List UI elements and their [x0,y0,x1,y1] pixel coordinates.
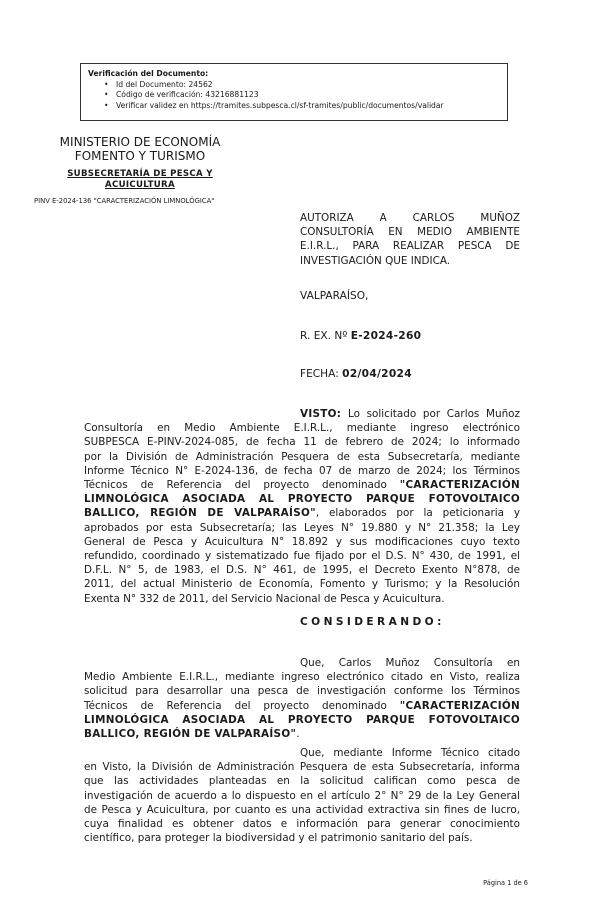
subsecretaria-line-1: SUBSECRETARÍA DE PESCA Y [67,169,213,179]
considerando-paragraph-1 [84,656,520,741]
text-segment: Que, mediante Informe Técnico citado [300,747,520,759]
summary-line: AUTORIZA A CARLOS MUÑOZ [300,212,520,224]
text-line [84,535,520,549]
bold-text: BALLICO, REGIÓN DE VALPARAÍSO" [84,728,297,741]
considerando-heading: CONSIDERANDO: [300,616,445,628]
verification-id: • Id del Documento: 24562 [104,80,507,91]
date-value: 02/04/2024 [342,368,412,380]
bold-text: VISTO: [300,408,342,420]
text-segment: Medio Ambiente E.I.R.L., mediante ingreso electrónico citado en Visto, realiza [84,671,520,684]
text-segment: 2011, del actual Ministerio de Economía, Fomento y Turismo; y la Resolución [84,578,520,591]
text-line [84,670,520,684]
summary-line: E.I.R.L., PARA REALIZAR PESCA DE [300,240,520,253]
text-line [84,407,520,421]
text-segment: , elaborados por la peticionaria y [315,507,520,520]
text-line [84,656,520,670]
text-segment: refundido, coordinado y sistematizado fue fijado por el D.S. N° 430, de 1991, el [84,550,520,563]
text-segment: aprobados por esta Subsecretaría; las Leyes N° 19.880 y N° 21.358; la Ley [84,521,520,534]
bold-text: LIMNOLÓGICA ASOCIADA AL PROYECTO PARQUE FOTOVOLTAICO [84,493,520,506]
text-segment: por la División de Administración Pesquera de esta Subsecretaría, mediante [84,450,520,463]
subsecretaria-line-2: ACUICULTURA [105,180,175,190]
text-segment: que las actividades planteadas en la solicitud califican como pesca de [84,775,520,788]
verification-link[interactable]: • Verificar validez en https://tramites.subpesca.cl/sf-tramites/public/documentos/validar [104,101,507,112]
resolution-number [300,330,421,342]
verification-list [88,80,507,112]
text-line [84,435,520,449]
text-line [84,450,520,464]
page-number: Página 1 de 6 [483,879,528,887]
text-line [84,492,520,506]
text-line [84,789,520,803]
text-line [84,727,520,741]
text-segment: General de Pesca y Acuicultura N° 18.892 y sus modificaciones cuyo texto [84,535,520,548]
rex-label: R. EX. Nº [300,330,351,342]
text-line [84,774,520,788]
text-line [84,760,520,774]
ministry-name [40,135,240,163]
text-line [84,831,520,845]
summary-line: INVESTIGACIÓN QUE INDICA. [300,254,451,267]
text-segment: investigación de acuerdo a lo dispuesto en el artículo 2° N° 29 de la Ley General [84,789,520,802]
resolution-summary [300,211,520,268]
text-segment: cuya finalidad es obtener datos e información para generar conocimiento [84,818,520,831]
verification-code: • Código de verificación: 43216881123 [104,90,507,101]
text-segment: de Pesca y Acuicultura, por cuanto es una actividad extractiva sin fines de lucro, [84,803,520,816]
text-segment: SUBPESCA E-PINV-2024-085, de fecha 11 de febrero de 2024; lo informado [84,436,520,449]
text-segment: D.F.L. N° 5, de 1983, el D.S. N° 461, de 1995, el Decreto Exento N°878, de [84,564,520,577]
date-label: FECHA: [300,368,343,380]
considerando-paragraph-2 [84,746,520,845]
text-segment: . [296,728,300,741]
text-line [84,699,520,713]
city: VALPARAÍSO, [300,290,369,302]
text-segment: solicitud para desarrollar una pesca de investigación conforme los Términos [84,685,520,698]
bold-text: BALLICO, REGIÓN DE VALPARAÍSO" [84,507,316,520]
text-line [84,746,520,760]
ministry-line-2: FOMENTO Y TURISMO [74,149,206,163]
text-line [84,817,520,831]
text-segment: Lo solicitado por Carlos Muñoz [341,408,520,420]
verification-title: Verificación del Documento: [88,69,209,78]
text-line [84,478,520,492]
text-line [84,563,520,577]
text-segment: Informe Técnico N° E-2024-136, de fecha 07 de marzo de 2024; los Términos [84,464,520,477]
bold-text: "CARACTERIZACIÓN [399,699,520,712]
text-line [84,464,520,478]
bold-text: "CARACTERIZACIÓN [399,479,520,492]
text-segment: Que, Carlos Muñoz Consultoría en [300,657,520,669]
text-line [84,592,520,606]
bold-text: LIMNOLÓGICA ASOCIADA AL PROYECTO PARQUE FOTOVOLTAICO [84,713,520,726]
text-line [84,521,520,535]
ministry-line-1: MINISTERIO DE ECONOMÍA [59,135,221,149]
text-segment: Técnicos de Referencia del proyecto denominado [84,479,400,492]
visto-paragraph [84,407,520,606]
text-segment: científico, para proteger la biodiversidad y el patrimonio sanitario del país. [84,832,473,845]
text-line [84,421,520,435]
text-segment: Consultoría en Medio Ambiente E.I.R.L., mediante ingreso electrónico [84,422,520,435]
subsecretaria-name [40,169,240,191]
text-line [84,506,520,520]
text-line [84,713,520,727]
text-segment: Exenta N° 332 de 2011, del Servicio Nacional de Pesca y Acuicultura. [84,592,445,605]
text-line [84,803,520,817]
text-segment: en Visto, la División de Administración Pesquera de esta Subsecretaría, informa [84,761,520,774]
document-reference: PINV E-2024-136 "CARACTERIZACIÓN LIMNOLÓGICA" [34,197,215,205]
summary-line: CONSULTORÍA EN MEDIO AMBIENTE [300,226,520,239]
text-line [84,684,520,698]
text-line [84,549,520,563]
text-segment: Técnicos de Referencia del proyecto denominado [84,699,400,712]
resolution-date [300,368,412,380]
verification-box [80,63,508,121]
text-line [84,577,520,591]
rex-number: E-2024-260 [350,330,422,342]
